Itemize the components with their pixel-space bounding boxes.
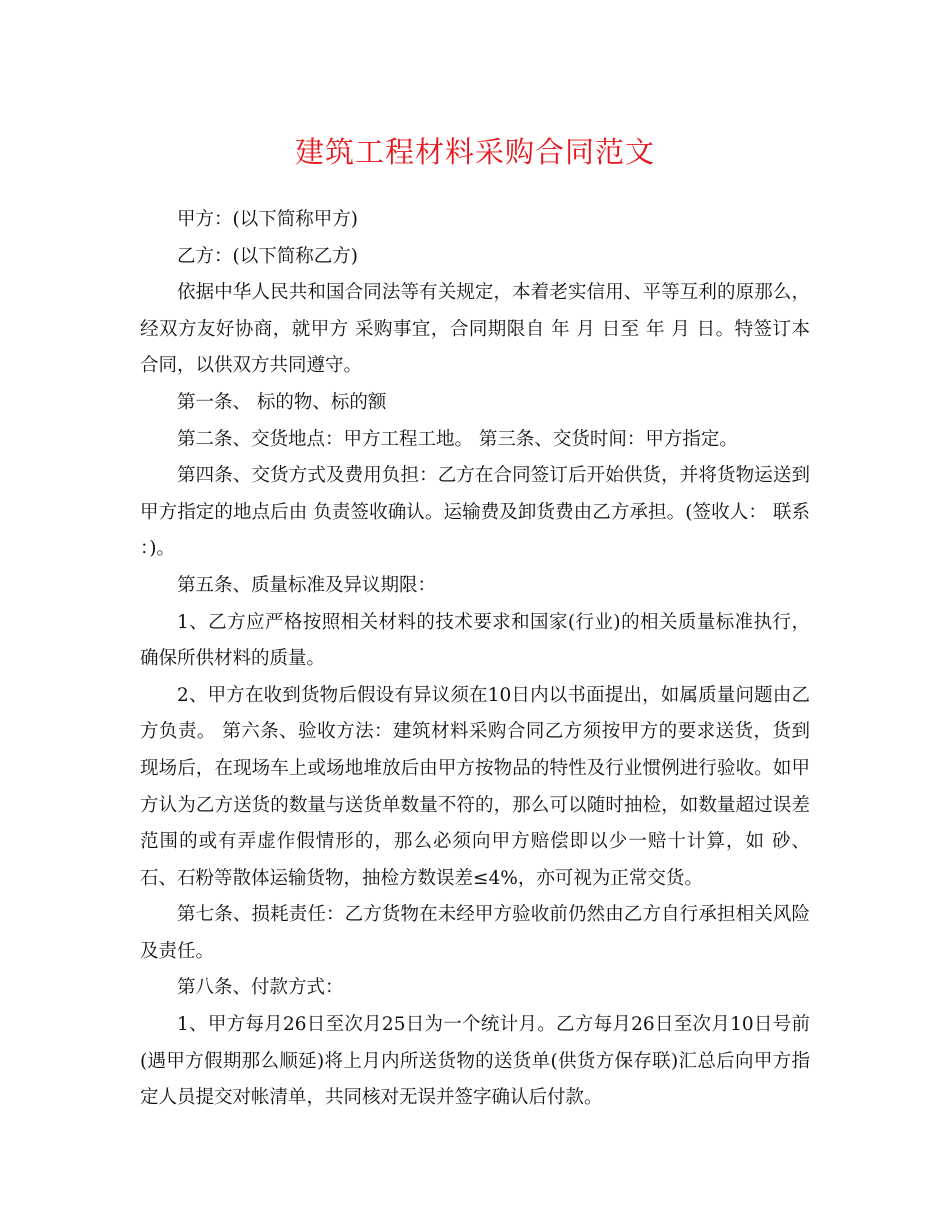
paragraph-article-5-item-1: 1、乙方应严格按照相关材料的技术要求和国家(行业)的相关质量标准执行，确保所供材料的质量。 xyxy=(140,611,810,670)
document-body xyxy=(140,202,810,1117)
paragraph-party-b: 乙方：(以下简称乙方) xyxy=(177,245,358,267)
paragraph-article-2-3: 第二条、交货地点：甲方工程工地。 第三条、交货时间：甲方指定。 xyxy=(177,428,738,450)
paragraph-article-8: 第八条、付款方式： xyxy=(177,977,344,999)
paragraph-article-5: 第五条、质量标准及异议期限： xyxy=(177,574,437,596)
document-title: 建筑工程材料采购合同范文 xyxy=(294,135,655,169)
paragraph-party-a: 甲方：(以下简称甲方) xyxy=(177,209,358,230)
paragraph-preamble: 依据中华人民共和国合同法等有关规定，本着老实信用、平等互利的原那么，经双方友好协商，就甲方 采购事宜，合同期限自 年 月 日至 年 月 日。特签订本合同，以供双方共同遵守。 xyxy=(140,282,810,377)
paragraph-article-1: 第一条、 标的物、标的额 xyxy=(177,391,387,413)
paragraph-article-7: 第七条、损耗责任：乙方货物在未经甲方验收前仍然由乙方自行承担相关风险及责任。 xyxy=(140,904,810,962)
paragraph-article-8-item-1: 1、甲方每月26日至次月25日为一个统计月。乙方每月26日至次月10日号前(遇甲方假期那么顺延)将上月内所送货物的送货单(供货方保存联)汇总后向甲方指定人员提交对帐清单，共同核对无误并签字确认后付款。 xyxy=(140,1014,810,1109)
paragraph-article-4: 第四条、交货方式及费用负担：乙方在合同签订后开始供货，并将货物运送到甲方指定的地点后由 负责签收确认。运输费及卸货费由乙方承担。(签收人： 联系 ：)。 xyxy=(140,465,810,560)
paragraph-article-5-item-2: 2、甲方在收到货物后假设有异议须在10日内以书面提出，如属质量问题由乙方负责。 第六条、验收方法：建筑材料采购合同乙方须按甲方的要求送货，货到现场后，在现场车上或场地堆放后由甲方按物品的特性及行业惯例进行验收。如甲方认为乙方送货的数量与送货单数量不符的，那么可以随时抽检，如数量超过误差范围的或有弄虚作假情形的，那么必须向甲方赔偿即以少一赔十计算，如 砂、石、石粉等散体运输货物，抽检方数误差≤4%，亦可视为正常交货。 xyxy=(140,684,810,889)
